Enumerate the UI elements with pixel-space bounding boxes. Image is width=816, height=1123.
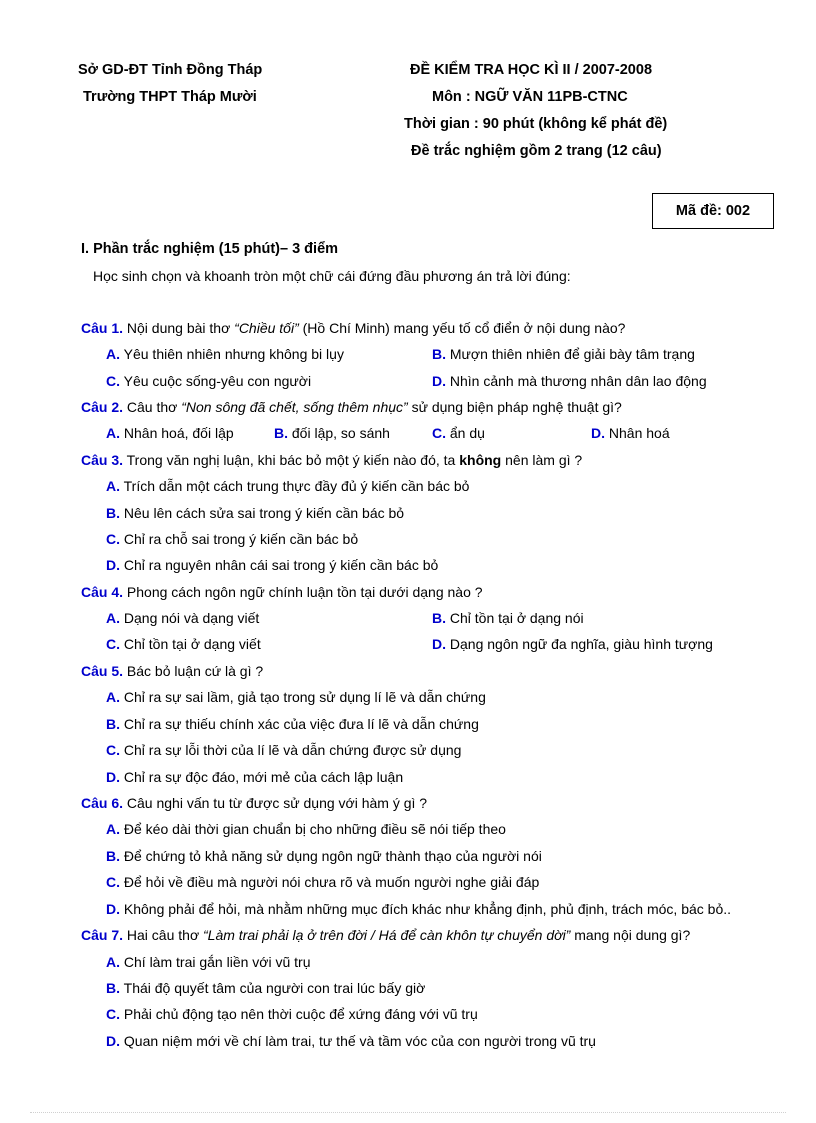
question-label: Câu 5.	[81, 663, 124, 679]
exam-title: ĐỀ KIỂM TRA HỌC KÌ II / 2007-2008	[410, 62, 653, 78]
question-5: Câu 5. Bác bỏ luận cứ là gì ?	[81, 663, 264, 679]
question-3: Câu 3. Trong văn nghị luận, khi bác bỏ một ý kiến nào đó, ta không nên làm gì ?	[81, 452, 583, 468]
school-name: Trường THPT Tháp Mười	[83, 89, 257, 105]
question-label: Câu 7.	[81, 927, 124, 943]
question-label: Câu 6.	[81, 795, 124, 811]
duration-line: Thời gian : 90 phút (không kể phát đề)	[404, 116, 668, 132]
question-label: Câu 1.	[81, 320, 124, 336]
option-q1-c[interactable]: C. Yêu cuộc sống-yêu con người	[106, 373, 312, 389]
option-q3-c[interactable]: C. Chỉ ra chỗ sai trong ý kiến cần bác bỏ	[106, 531, 359, 547]
option-q3-b[interactable]: B. Nêu lên cách sửa sai trong ý kiến cần bác bỏ	[106, 505, 405, 521]
question-label: Câu 2.	[81, 399, 124, 415]
option-q5-d[interactable]: D. Chỉ ra sự độc đáo, mới mẻ của cách lập luận	[106, 769, 404, 785]
option-q5-b[interactable]: B. Chỉ ra sự thiếu chính xác của việc đưa lí lẽ và dẫn chứng	[106, 716, 479, 732]
section-title: I. Phần trắc nghiệm (15 phút)– 3 điểm	[81, 241, 339, 257]
question-4: Câu 4. Phong cách ngôn ngữ chính luận tồn tại dưới dạng nào ?	[81, 584, 483, 600]
option-q3-a[interactable]: A. Trích dẫn một cách trung thực đầy đủ ý kiến cần bác bỏ	[106, 478, 470, 494]
question-6: Câu 6. Câu nghi vấn tu từ được sử dụng với hàm ý gì ?	[81, 795, 428, 811]
subject-line: Môn : NGỮ VĂN 11PB-CTNC	[432, 89, 628, 105]
question-1: Câu 1. Nội dung bài thơ “Chiều tối” (Hồ Chí Minh) mang yếu tố cổ điển ở nội dung nào?	[81, 320, 626, 336]
option-q5-c[interactable]: C. Chỉ ra sự lỗi thời của lí lẽ và dẫn chứng được sử dụng	[106, 742, 462, 758]
option-q7-d[interactable]: D. Quan niệm mới về chí làm trai, tư thế và tầm vóc của con người trong vũ trụ	[106, 1033, 596, 1049]
option-q1-b[interactable]: B. Mượn thiên nhiên để giải bày tâm trạng	[432, 346, 695, 362]
option-q2-d[interactable]: D. Nhân hoá	[591, 425, 670, 441]
section-instruction: Học sinh chọn và khoanh tròn một chữ cái đứng đầu phương án trả lời đúng:	[93, 268, 571, 284]
question-label: Câu 3.	[81, 452, 124, 468]
option-q5-a[interactable]: A. Chỉ ra sự sai lầm, giả tạo trong sử dụng lí lẽ và dẫn chứng	[106, 689, 486, 705]
option-q3-d[interactable]: D. Chỉ ra nguyên nhân cái sai trong ý kiến cần bác bỏ	[106, 557, 439, 573]
option-q2-c[interactable]: C. ẩn dụ	[432, 425, 485, 441]
department-name: Sở GD-ĐT Tỉnh Đồng Tháp	[78, 62, 263, 78]
question-7: Câu 7. Hai câu thơ “Làm trai phải lạ ở trên đời / Há để càn khôn tự chuyển dời” mang nội dung gì?	[81, 927, 691, 943]
option-q6-c[interactable]: C. Để hỏi về điều mà người nói chưa rõ và muốn người nghe giải đáp	[106, 874, 540, 890]
option-q7-b[interactable]: B. Thái độ quyết tâm của người con trai lúc bấy giờ	[106, 980, 426, 996]
option-q7-a[interactable]: A. Chí làm trai gắn liền với vũ trụ	[106, 954, 311, 970]
question-2: Câu 2. Câu thơ “Non sông đã chết, sống thêm nhục” sử dụng biện pháp nghệ thuật gì?	[81, 399, 622, 415]
option-q4-b[interactable]: B. Chỉ tồn tại ở dạng nói	[432, 610, 584, 626]
page-info-line: Đề trắc nghiệm gồm 2 trang (12 câu)	[411, 143, 662, 159]
option-q6-d[interactable]: D. Không phải để hỏi, mà nhằm những mục đích khác như khẳng định, phủ định, trách móc, bác bỏ..	[106, 901, 732, 917]
option-q1-a[interactable]: A. Yêu thiên nhiên nhưng không bi lụy	[106, 346, 344, 362]
option-q6-a[interactable]: A. Để kéo dài thời gian chuẩn bị cho những điều sẽ nói tiếp theo	[106, 821, 506, 837]
option-q2-a[interactable]: A. Nhân hoá, đối lập	[106, 425, 234, 441]
exam-code: Mã đề: 002	[675, 203, 751, 219]
option-q1-d[interactable]: D. Nhìn cảnh mà thương nhân dân lao động	[432, 373, 707, 389]
page-bottom-divider	[30, 1112, 786, 1113]
option-q4-d[interactable]: D. Dạng ngôn ngữ đa nghĩa, giàu hình tượng	[432, 636, 713, 652]
option-q2-b[interactable]: B. đối lập, so sánh	[274, 425, 390, 441]
option-q4-a[interactable]: A. Dạng nói và dạng viết	[106, 610, 260, 626]
option-q4-c[interactable]: C. Chỉ tồn tại ở dạng viết	[106, 636, 261, 652]
exam-code-box	[652, 193, 774, 229]
question-label: Câu 4.	[81, 584, 124, 600]
option-q7-c[interactable]: C. Phải chủ động tạo nên thời cuộc để xứng đáng với vũ trụ	[106, 1006, 478, 1022]
option-q6-b[interactable]: B. Để chứng tỏ khả năng sử dụng ngôn ngữ thành thạo của người nói	[106, 848, 542, 864]
